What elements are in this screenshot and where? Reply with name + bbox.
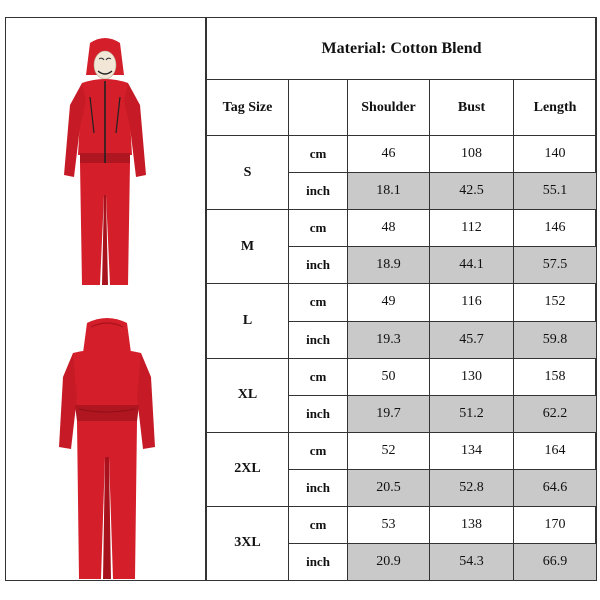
title-row — [207, 18, 597, 80]
table-row — [207, 506, 597, 543]
shoulder-cm: 50 — [348, 358, 430, 395]
unit-cell: inch — [289, 469, 348, 506]
header-unit — [289, 80, 348, 136]
shoulder-cm: 53 — [348, 506, 430, 543]
length-cm: 164 — [514, 432, 597, 469]
shoulder-cm: 49 — [348, 284, 430, 321]
shoulder-cm: 46 — [348, 136, 430, 173]
tag-size-cell: L — [207, 284, 289, 358]
front-suit — [64, 38, 146, 285]
bust-cm: 108 — [430, 136, 514, 173]
bust-cm: 130 — [430, 358, 514, 395]
table-row — [207, 210, 597, 247]
shoulder-inch: 20.5 — [348, 469, 430, 506]
shoulder-inch: 19.7 — [348, 395, 430, 432]
tag-size-cell: M — [207, 210, 289, 284]
table-row — [207, 136, 597, 173]
shoulder-inch: 20.9 — [348, 543, 430, 580]
unit-cell: cm — [289, 284, 348, 321]
length-inch: 55.1 — [514, 173, 597, 210]
tag-size-cell: S — [207, 136, 289, 210]
bust-inch: 51.2 — [430, 395, 514, 432]
table-row — [207, 284, 597, 321]
size-table — [206, 17, 597, 581]
bust-cm: 116 — [430, 284, 514, 321]
length-inch: 59.8 — [514, 321, 597, 358]
header-tag-size: Tag Size — [207, 80, 289, 136]
unit-cell: inch — [289, 173, 348, 210]
bust-inch: 45.7 — [430, 321, 514, 358]
length-inch: 57.5 — [514, 247, 597, 284]
shoulder-cm: 48 — [348, 210, 430, 247]
unit-cell: inch — [289, 543, 348, 580]
bust-cm: 112 — [430, 210, 514, 247]
header-shoulder: Shoulder — [348, 80, 430, 136]
shoulder-cm: 52 — [348, 432, 430, 469]
bust-inch: 52.8 — [430, 469, 514, 506]
jumpsuit-front-image — [60, 35, 150, 293]
jumpsuit-back-image — [57, 317, 157, 585]
header-row — [207, 80, 597, 136]
header-bust: Bust — [430, 80, 514, 136]
bust-cm: 134 — [430, 432, 514, 469]
table-row — [207, 358, 597, 395]
shoulder-inch: 18.1 — [348, 173, 430, 210]
unit-cell: cm — [289, 432, 348, 469]
unit-cell: cm — [289, 210, 348, 247]
tag-size-cell: XL — [207, 358, 289, 432]
length-cm: 146 — [514, 210, 597, 247]
bust-inch: 42.5 — [430, 173, 514, 210]
material-title: Material: Cotton Blend — [207, 18, 597, 80]
length-cm: 170 — [514, 506, 597, 543]
table-row — [207, 432, 597, 469]
unit-cell: cm — [289, 136, 348, 173]
length-cm: 140 — [514, 136, 597, 173]
tag-size-cell: 2XL — [207, 432, 289, 506]
unit-cell: inch — [289, 395, 348, 432]
tag-size-cell: 3XL — [207, 506, 289, 580]
unit-cell: inch — [289, 321, 348, 358]
bust-inch: 54.3 — [430, 543, 514, 580]
unit-cell: inch — [289, 247, 348, 284]
length-cm: 152 — [514, 284, 597, 321]
shoulder-inch: 19.3 — [348, 321, 430, 358]
bust-cm: 138 — [430, 506, 514, 543]
length-inch: 66.9 — [514, 543, 597, 580]
header-length: Length — [514, 80, 597, 136]
photo-panel — [5, 17, 206, 581]
unit-cell: cm — [289, 506, 348, 543]
back-suit — [59, 318, 155, 579]
length-inch: 64.6 — [514, 469, 597, 506]
length-cm: 158 — [514, 358, 597, 395]
unit-cell: cm — [289, 358, 348, 395]
shoulder-inch: 18.9 — [348, 247, 430, 284]
bust-inch: 44.1 — [430, 247, 514, 284]
length-inch: 62.2 — [514, 395, 597, 432]
